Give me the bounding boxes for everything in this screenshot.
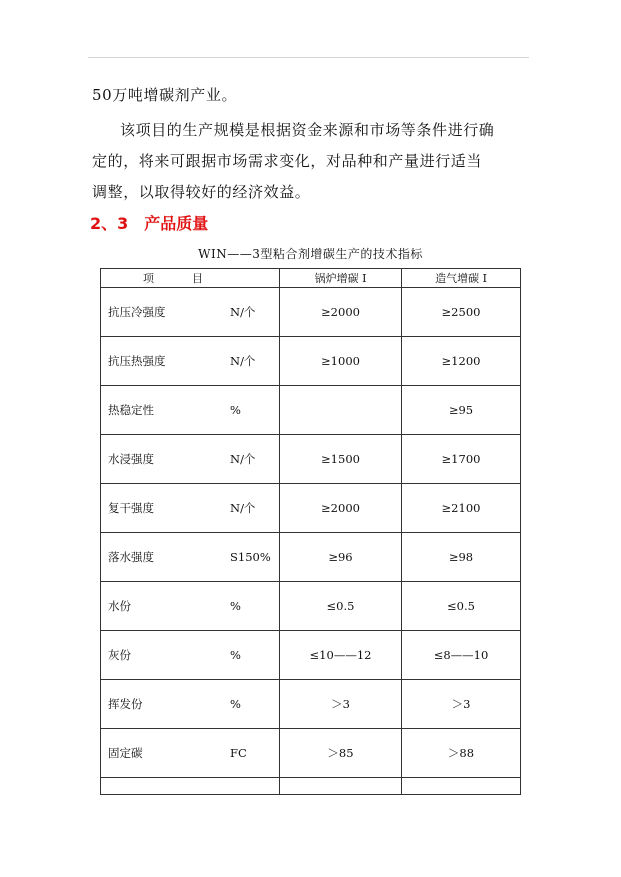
table-row — [101, 337, 521, 386]
row-value-gas: ≥2100 — [402, 484, 521, 533]
row-label-cell — [101, 533, 280, 582]
row-unit: N/个 — [230, 305, 256, 319]
table-row — [101, 288, 521, 337]
row-value-gas: ≥1200 — [402, 337, 521, 386]
blank-cell — [101, 778, 280, 795]
row-label-cell — [101, 582, 280, 631]
table-row — [101, 729, 521, 778]
blank-cell — [402, 778, 521, 795]
row-name: 固定碳 — [108, 746, 143, 760]
row-name: 复干强度 — [108, 501, 154, 515]
row-name: 挥发份 — [108, 697, 143, 711]
paragraph-line-3: 调整，以取得较好的经济效益。 — [92, 183, 311, 201]
row-name: 热稳定性 — [108, 403, 154, 417]
header-col2: 造气增碳 I — [402, 269, 521, 288]
page-top-rule — [88, 57, 529, 58]
blank-cell — [280, 778, 402, 795]
table-row — [101, 533, 521, 582]
row-unit: N/个 — [230, 452, 256, 466]
table-row — [101, 435, 521, 484]
row-unit: FC — [230, 746, 247, 760]
row-value-boiler: ≥96 — [280, 533, 402, 582]
row-value-gas: ≥2500 — [402, 288, 521, 337]
row-label-cell — [101, 435, 280, 484]
row-unit: % — [230, 403, 241, 417]
paragraph-line-1: 该项目的生产规模是根据资金来源和市场等条件进行确 — [120, 121, 495, 139]
row-value-gas: ＞88 — [402, 729, 521, 778]
row-label-cell — [101, 386, 280, 435]
row-name: 抗压冷强度 — [108, 305, 166, 319]
table-row — [101, 631, 521, 680]
section-heading — [90, 211, 208, 234]
row-value-gas: ≥95 — [402, 386, 521, 435]
row-value-boiler — [280, 386, 402, 435]
table-row — [101, 582, 521, 631]
row-value-boiler: ＞3 — [280, 680, 402, 729]
table-blank-row — [101, 778, 521, 795]
row-unit: % — [230, 599, 241, 613]
header-item-a: 项 — [143, 272, 154, 285]
row-value-gas: ≤8——10 — [402, 631, 521, 680]
row-value-gas: ≥1700 — [402, 435, 521, 484]
section-number: 2、3 — [90, 214, 129, 233]
row-value-boiler: ≥1000 — [280, 337, 402, 386]
table-caption: WIN——3型粘合剂增碳生产的技术指标 — [198, 247, 423, 261]
row-value-gas: ＞3 — [402, 680, 521, 729]
row-value-gas: ≤0.5 — [402, 582, 521, 631]
row-label-cell — [101, 631, 280, 680]
row-name: 水份 — [108, 599, 131, 613]
header-col1: 锅炉增碳 I — [280, 269, 402, 288]
row-label-cell — [101, 729, 280, 778]
row-label-cell — [101, 337, 280, 386]
row-unit: S150% — [230, 550, 271, 564]
paragraph-line-2: 定的，将来可跟据市场需求变化，对品种和产量进行适当 — [92, 152, 483, 170]
row-unit: N/个 — [230, 501, 256, 515]
intro-line: 50万吨增碳剂产业。 — [92, 86, 238, 104]
table-header-row — [101, 269, 521, 288]
row-unit: % — [230, 648, 241, 662]
row-unit: N/个 — [230, 354, 256, 368]
spec-table — [100, 268, 521, 795]
table-row — [101, 484, 521, 533]
row-name: 抗压热强度 — [108, 354, 166, 368]
row-value-boiler: ≥2000 — [280, 484, 402, 533]
row-unit: % — [230, 697, 241, 711]
row-label-cell — [101, 680, 280, 729]
row-value-gas: ≥98 — [402, 533, 521, 582]
header-item-b: 目 — [192, 272, 203, 285]
row-value-boiler: ≤10——12 — [280, 631, 402, 680]
table-row — [101, 386, 521, 435]
header-item — [101, 269, 280, 288]
row-name: 落水强度 — [108, 550, 154, 564]
row-name: 水浸强度 — [108, 452, 154, 466]
row-value-boiler: ＞85 — [280, 729, 402, 778]
row-value-boiler: ≤0.5 — [280, 582, 402, 631]
row-label-cell — [101, 288, 280, 337]
row-label-cell — [101, 484, 280, 533]
row-value-boiler: ≥1500 — [280, 435, 402, 484]
row-name: 灰份 — [108, 648, 131, 662]
table-row — [101, 680, 521, 729]
row-value-boiler: ≥2000 — [280, 288, 402, 337]
section-title: 产品质量 — [144, 214, 209, 233]
